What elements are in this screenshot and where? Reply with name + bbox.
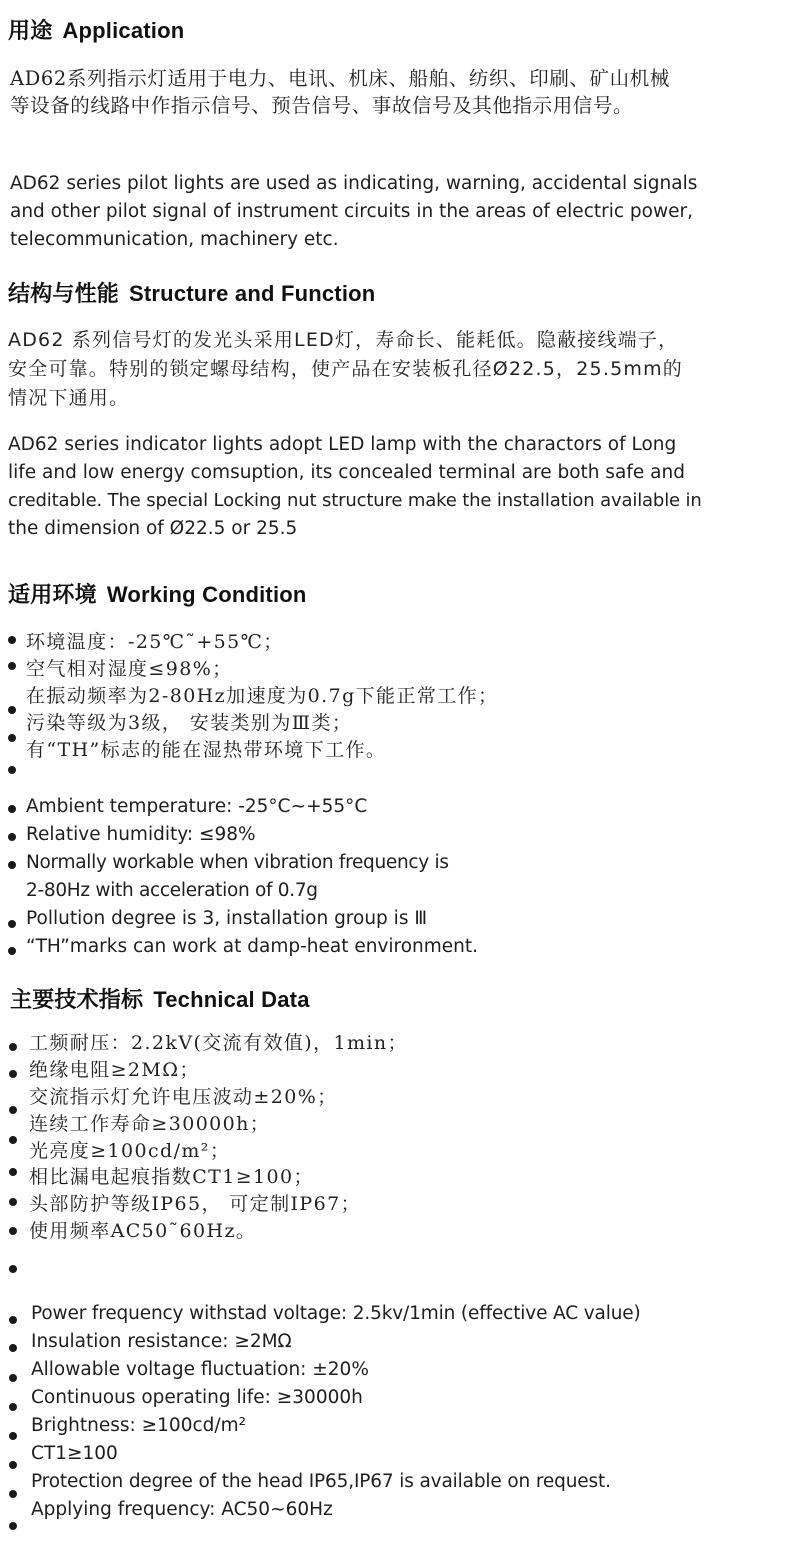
bullet-dot [9, 1374, 17, 1382]
list-item: 交流指示灯允许电压波动±20%； [29, 1086, 338, 1108]
list-item: “TH”marks can work at damp-heat environment. [26, 936, 479, 957]
list-item-continuation: 2-80Hz with acceleration of 0.7g [26, 880, 318, 901]
bullet-dot [9, 1106, 17, 1114]
list-item: Allowable voltage fluctuation: ±20% [31, 1359, 369, 1380]
bullet-dot [9, 1432, 17, 1440]
paragraph-line: 安全可靠。特别的锁定螺母结构，使产品在安装板孔径Ø22.5，25.5mm的 [8, 358, 683, 380]
technical-heading [10, 983, 310, 1014]
list-item: CT1≥100 [31, 1443, 118, 1464]
bullet-dot [9, 1198, 17, 1206]
structure-heading-en: Structure and Function [129, 281, 376, 306]
application-heading-zh: 用途 [8, 18, 53, 43]
technical-heading-zh: 主要技术指标 [10, 987, 144, 1012]
list-item: Normally workable when vibration frequency is [26, 852, 449, 873]
bullet-dot [8, 662, 16, 670]
paragraph-line: the dimension of Ø22.5 or 25.5 [8, 518, 298, 539]
list-item: 头部防护等级IP65， 可定制IP67； [29, 1193, 361, 1215]
list-item: 污染等级为3级， 安装类别为Ⅲ类； [26, 712, 353, 734]
paragraph-line: AD62 系列信号灯的发光头采用LED灯，寿命长、能耗低。隐蔽接线端子， [8, 329, 679, 351]
bullet-dot [8, 920, 16, 928]
bullet-dot [9, 1522, 17, 1530]
working-heading [8, 578, 307, 609]
bullet-dot [8, 833, 16, 841]
bullet-dot [8, 734, 16, 742]
bullet-dot [9, 1265, 17, 1273]
paragraph-line: 等设备的线路中作指示信号、预告信号、事故信号及其他指示用信号。 [10, 94, 634, 117]
list-item: 使用频率AC50˜60Hz。 [29, 1220, 257, 1242]
structure-heading [8, 277, 375, 308]
list-item: Ambient temperature: -25°C~+55°C [26, 796, 368, 817]
paragraph-line: and other pilot signal of instrument circuits in the areas of electric power, [10, 201, 693, 222]
list-item: Continuous operating life: ≥30000h [31, 1387, 363, 1408]
paragraph-line: AD62系列指示灯适用于电力、电讯、机床、船舶、纺织、印刷、矿山机械 [10, 67, 670, 90]
list-item: 环境温度：-25℃˜+55℃； [26, 631, 284, 653]
bullet-dot [9, 1461, 17, 1469]
paragraph-line: AD62 series indicator lights adopt LED lamp with the charactors of Long [8, 434, 677, 455]
structure-heading-zh: 结构与性能 [8, 281, 120, 306]
bullet-dot [8, 861, 16, 869]
list-item: Applying frequency: AC50~60Hz [31, 1499, 333, 1520]
list-item: 在振动频率为2-80Hz加速度为0.7g下能正常工作； [26, 685, 499, 707]
bullet-dot [8, 636, 16, 644]
bullet-dot [9, 1490, 17, 1498]
working-heading-en: Working Condition [106, 582, 307, 607]
list-item: 绝缘电阻≥2MΩ； [29, 1059, 200, 1081]
structure-en-paragraph [8, 431, 793, 543]
bullet-dot [9, 1403, 17, 1411]
bullet-dot [9, 1227, 17, 1235]
list-item: Relative humidity: ≤98% [26, 824, 256, 845]
bullet-dot [9, 1316, 17, 1324]
list-item: Protection degree of the head IP65,IP67 is available on request. [31, 1471, 611, 1492]
list-item: Brightness: ≥100cd/m² [31, 1415, 247, 1436]
bullet-dot [8, 947, 16, 955]
bullet-dot [8, 805, 16, 813]
paragraph-line: life and low energy comsuption, its concealed terminal are both safe and [8, 462, 685, 483]
paragraph-line: telecommunication, machinery etc. [10, 229, 339, 250]
bullet-dot [8, 706, 16, 714]
technical-heading-en: Technical Data [153, 987, 310, 1012]
application-en-paragraph [10, 170, 795, 254]
list-item: 相比漏电起痕指数CT1≥100； [29, 1166, 314, 1188]
list-item: Power frequency withstad voltage: 2.5kv/1min (effective AC value) [31, 1303, 641, 1324]
paragraph-line: AD62 series pilot lights are used as indicating, warning, accidental signals [10, 173, 698, 194]
bullet-dot [8, 766, 16, 774]
working-heading-zh: 适用环境 [8, 582, 97, 607]
bullet-dot [9, 1136, 17, 1144]
bullet-dot [9, 1043, 17, 1051]
application-heading-en: Application [62, 18, 185, 43]
structure-zh-paragraph [8, 326, 793, 413]
bullet-dot [9, 1070, 17, 1078]
list-item: Insulation resistance: ≥2MΩ [31, 1331, 292, 1352]
application-heading [8, 14, 184, 45]
paragraph-line: 情况下通用。 [8, 387, 130, 409]
list-item: 光亮度≥100cd/m²； [29, 1140, 231, 1162]
list-item: 有“TH”标志的能在湿热带环境下工作。 [26, 739, 387, 761]
bullet-dot [9, 1344, 17, 1352]
application-zh-paragraph [10, 65, 795, 119]
list-item: Pollution degree is 3, installation group is Ⅲ [26, 908, 428, 929]
list-item: 连续工作寿命≥30000h； [29, 1113, 271, 1135]
list-item: 空气相对湿度≤98%； [26, 658, 233, 680]
bullet-dot [9, 1168, 17, 1176]
paragraph-line: creditable. The special Locking nut structure make the installation available in [8, 490, 702, 511]
list-item: 工频耐压：2.2kV(交流有效值)，1min； [29, 1032, 408, 1054]
